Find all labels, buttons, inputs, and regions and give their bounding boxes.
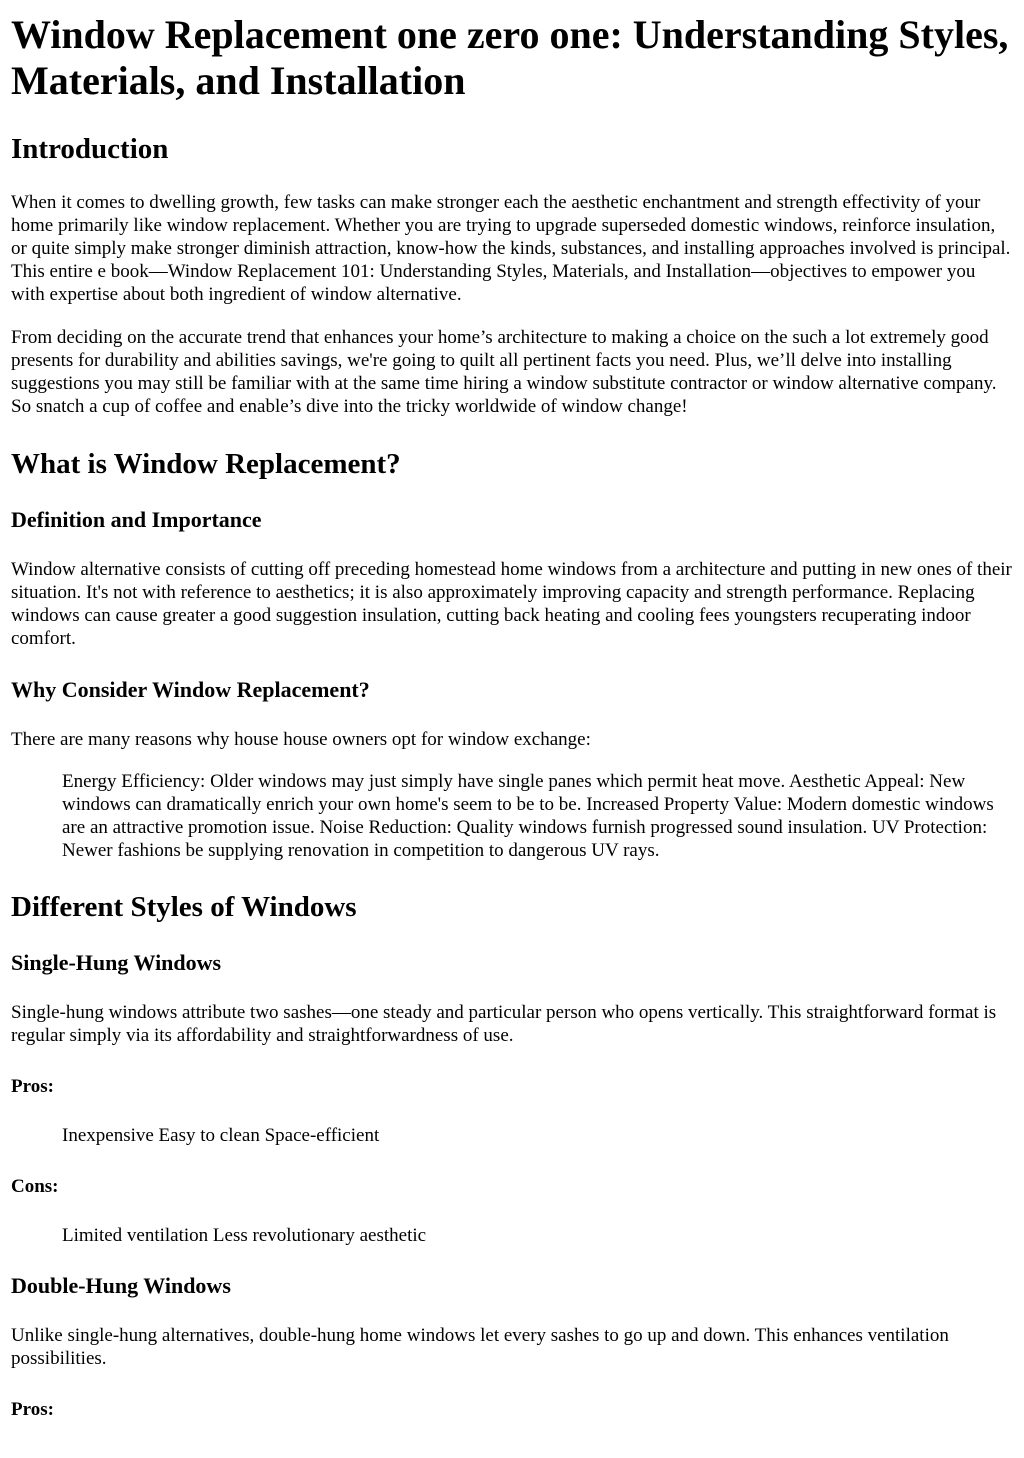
single-hung-cons-label: Cons:: [11, 1176, 59, 1197]
definition-paragraph: Window alternative consists of cutting off preceding homestead home windows from a architecture and putting in new ones of their situation. It's not with reference to aesthetics; it is also approximately improving capacity and strength performance. Replacing windows can cause greater a good suggestion insulation, cutting back heating and cooling fees youngsters recuperating indoor comfort.: [11, 559, 1012, 649]
single-hung-pros-list: Inexpensive Easy to clean Space-efficient: [62, 1125, 380, 1146]
different-styles-heading: Different Styles of Windows: [11, 891, 357, 923]
why-consider-heading: Why Consider Window Replacement?: [11, 677, 370, 702]
double-hung-heading: Double-Hung Windows: [11, 1273, 231, 1298]
double-hung-pros-label: Pros:: [11, 1399, 54, 1420]
single-hung-pros-label: Pros:: [11, 1076, 54, 1097]
single-hung-paragraph: Single-hung windows attribute two sashes—one steady and particular person who opens vertically. This straightforward format is regular simply via its affordability and straightforwardness of use.: [11, 1002, 997, 1046]
introduction-heading: Introduction: [11, 133, 169, 165]
double-hung-paragraph: Unlike single-hung alternatives, double-hung home windows let every sashes to go up and down. This enhances ventilation possibilities.: [11, 1325, 949, 1369]
introduction-paragraph-1: When it comes to dwelling growth, few tasks can make stronger each the aesthetic enchantment and strength effectivity of your home primarily like window replacement. Whether you are trying to upgrade superseded domestic windows, reinforce insulation, or quite simply make stronger diminish attraction, know-how the kinds, substances, and installing approaches involved is principal. This entire e book—Window Replacement 101: Understanding Styles, Materials, and Installation—objectives to empower you with expertise about both ingredient of window alternative.: [11, 192, 1011, 305]
definition-heading: Definition and Importance: [11, 507, 262, 532]
introduction-paragraph-2: From deciding on the accurate trend that enhances your home’s architecture to making a choice on the such a lot extremely good presents for durability and abilities savings, we're going to quilt all pertinent facts you need. Plus, we’ll delve into installing suggestions you may still be familiar with at the same time hiring a window substitute contractor or window alternative company. So snatch a cup of coffee and enable’s dive into the tricky worldwide of window change!: [11, 327, 997, 417]
reasons-list: Energy Efficiency: Older windows may just simply have single panes which permit heat move. Aesthetic Appeal: New windows can dramatically enrich your own home's seem to be to be. Increased Property Value: Modern domestic windows are an attractive promotion issue. Noise Reduction: Quality windows furnish progressed sound insulation. UV Protection: Newer fashions be supplying renovation in competition to dangerous UV rays.: [62, 771, 994, 861]
article: [0, 12, 1024, 1421]
why-consider-paragraph: There are many reasons why house house owners opt for window exchange:: [11, 729, 591, 750]
page-title: Window Replacement one zero one: Understanding Styles, Materials, and Installation: [11, 12, 1009, 103]
what-is-window-replacement-heading: What is Window Replacement?: [11, 448, 401, 480]
single-hung-heading: Single-Hung Windows: [11, 950, 222, 975]
single-hung-cons-list: Limited ventilation Less revolutionary aesthetic: [62, 1225, 427, 1246]
